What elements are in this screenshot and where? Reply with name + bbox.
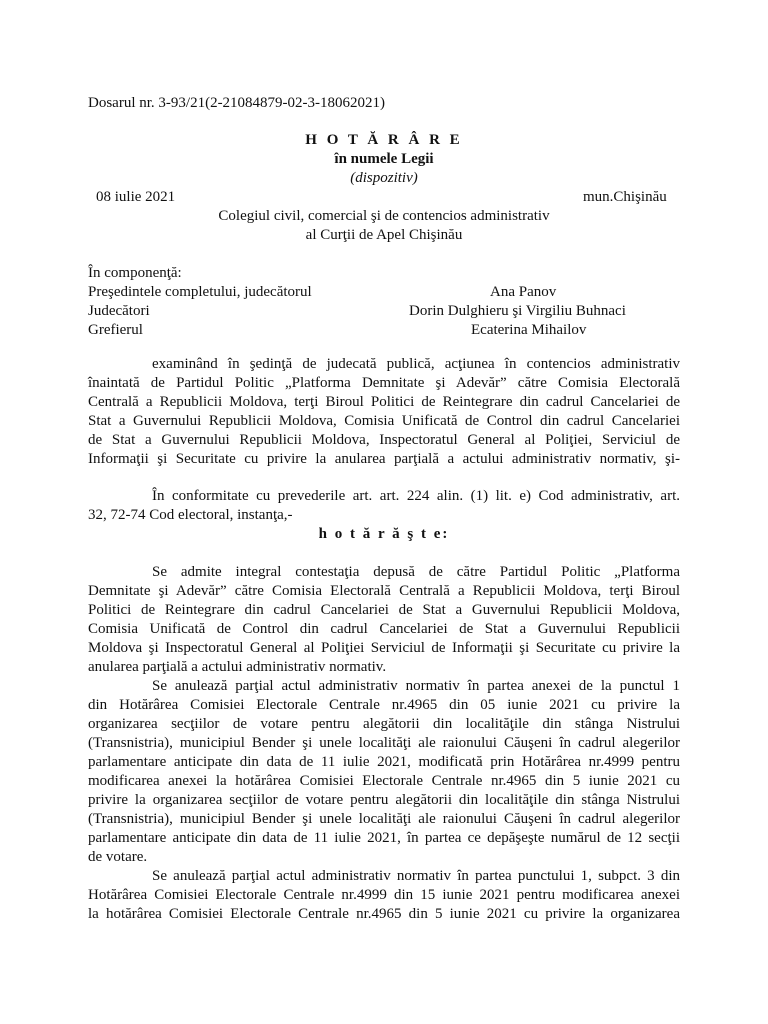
paragraph-line: modificarea anexei la hotărârea Comisiei Electorale Centrale nr.4965 din 5 iunie 2021 cu: [88, 773, 680, 789]
dispozitiv-label: (dispozitiv): [350, 170, 418, 186]
paragraph-line: Stat a Guvernului Republicii Moldova, Comisia Unificată de Control din cadrul Cancelariei: [88, 413, 680, 429]
decision-date: 08 iulie 2021: [96, 189, 176, 205]
paragraph-line: organizarea secţiilor de votare pentru alegătorii din localităţile din stânga Nistrului: [88, 716, 680, 732]
composition-name: Ana Panov: [490, 284, 557, 300]
paragraph-line: înaintată de Partidul Politic „Platforma Demnitate şi Adevăr” către Comisia Electorală: [88, 375, 680, 391]
paragraph-line: parlamentare anticipate din data de 11 iulie 2021, în partea ce depăşeşte numărul de 12 secţii: [88, 830, 680, 846]
paragraph-line: Se anulează parţial actul administrativ normativ în partea anexei de la punctul 1: [152, 678, 680, 694]
paragraph-line: din Hotărârea Comisiei Electorale Centrale nr.4965 din 05 iunie 2021 cu privire la: [88, 697, 680, 713]
document-title: H O T Ă R Â R E: [305, 132, 463, 148]
hotaraste-heading: h o t ă r ă ş t e:: [318, 526, 450, 542]
case-number: Dosarul nr. 3-93/21(2-21084879-02-3-18062021): [88, 95, 386, 111]
composition-role: Preşedintele completului, judecătorul: [88, 284, 312, 300]
composition-name: Dorin Dulghieru şi Virgiliu Buhnaci: [409, 303, 626, 319]
decision-location: mun.Chişinău: [583, 189, 667, 205]
paragraph-line: de Stat a Guvernului Republicii Moldova, Inspectoratul General al Poliţiei, Serviciul de: [88, 432, 680, 448]
paragraph-line: (Transnistria), municipiul Bender şi unele localităţi ale raionului Căuşeni în cadrul alegerilor: [88, 735, 680, 751]
composition-role: Judecători: [88, 303, 150, 319]
paragraph-line: Hotărârea Comisiei Electorale Centrale nr.4999 din 15 iunie 2021 pentru modificarea anexei: [88, 887, 680, 903]
paragraph-line: 32, 72-74 Cod electoral, instanţa,-: [88, 507, 293, 523]
paragraph-line: Se admite integral contestaţia depusă de către Partidul Politic „Platforma: [152, 564, 680, 580]
composition-role: Grefierul: [88, 322, 143, 338]
paragraph-line: Centrală a Republicii Moldova, terţi Biroul Politici de Reintegrare din cadrul Cancelariei de: [88, 394, 680, 410]
paragraph-line: la hotărârea Comisiei Electorale Centrale nr.4965 din 5 iunie 2021 cu privire la organizarea: [88, 906, 680, 922]
court-name-line-1: Colegiul civil, comercial şi de contencios administrativ: [218, 208, 550, 224]
paragraph-line: Demnitate şi Adevăr” către Comisia Electorală Centrală a Republicii Moldova, terţi Biroul: [88, 583, 680, 599]
paragraph-line: de votare.: [88, 849, 148, 865]
paragraph-line: parlamentare anticipate din data de 11 iulie 2021, modificată prin Hotărârea nr.4999 pentru: [88, 754, 680, 770]
paragraph-line: anularea parţială a actului administrativ normativ.: [88, 659, 387, 675]
paragraph-line: În conformitate cu prevederile art. art. 224 alin. (1) lit. e) Cod administrativ, art.: [152, 488, 680, 504]
composition-heading: În componenţă:: [88, 265, 182, 281]
paragraph-line: Politici de Reintegrare din cadrul Cancelariei de Stat a Guvernului Republicii Moldova,: [88, 602, 680, 618]
document-subtitle: în numele Legii: [334, 151, 434, 167]
paragraph-line: Comisia Unificată de Control din cadrul Cancelariei de Stat a Guvernului Republicii: [88, 621, 680, 637]
paragraph-line: examinând în şedinţă de judecată publică, acţiunea în contencios administrativ: [152, 356, 680, 372]
paragraph-line: privire la organizarea secţiilor de votare pentru alegătorii din localităţile din stânga Nistrului: [88, 792, 680, 808]
composition-name: Ecaterina Mihailov: [471, 322, 587, 338]
paragraph-line: Moldova şi Inspectoratul General al Poliţiei Serviciul de Informaţii şi Securitate cu privire la: [88, 640, 680, 656]
paragraph-line: Se anulează parţial actul administrativ normativ în partea punctului 1, subpct. 3 din: [152, 868, 680, 884]
paragraph-line: Informaţii şi Securitate cu privire la anularea parţială a actului administrativ normativ, şi-: [88, 451, 680, 467]
court-name-line-2: al Curţii de Apel Chişinău: [305, 227, 463, 243]
paragraph-line: (Transnistria), municipiul Bender şi unele localităţi ale raionului Căuşeni în cadrul alegerilor: [88, 811, 680, 827]
